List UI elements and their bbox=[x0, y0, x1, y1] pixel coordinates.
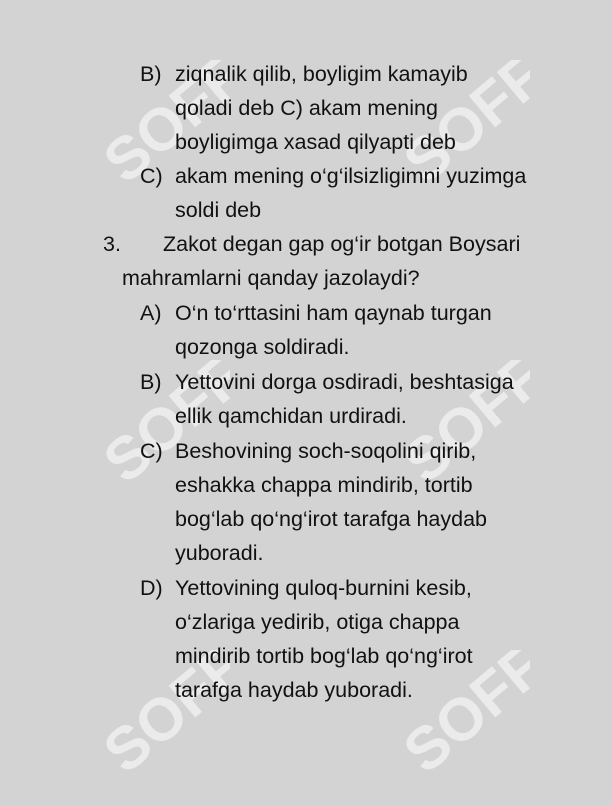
svg-text:SOFF: SOFF bbox=[91, 650, 230, 786]
option-text-line: Yettovini dorga osdiradi, beshtasiga bbox=[175, 370, 514, 394]
option-text-line: akam mening o‘g‘ilsizligimni yuzimga bbox=[175, 164, 527, 188]
option-text-line: Yettovining quloq-burnini kesib, bbox=[175, 576, 472, 600]
svg-text:SOFF: SOFF bbox=[391, 60, 530, 196]
option-text-line: Beshovining soch-soqolini qirib, bbox=[175, 439, 477, 463]
svg-text:SOFF: SOFF bbox=[391, 650, 530, 786]
option-marker: B) bbox=[140, 370, 162, 394]
option-text-line: O‘n to‘rttasini ham qaynab turgan bbox=[175, 301, 492, 325]
option-text-line: bog‘lab qo‘ng‘irot tarafga haydab bbox=[175, 507, 487, 531]
svg-text:SOFF: SOFF bbox=[391, 360, 530, 496]
option-text-line: ziqnalik qilib, boyligim kamayib bbox=[175, 62, 468, 86]
option-text-line: ellik qamchidan urdiradi. bbox=[175, 404, 407, 428]
option-marker: C) bbox=[140, 164, 163, 188]
option-marker: D) bbox=[140, 576, 163, 600]
question-number: 3. bbox=[103, 232, 121, 256]
option-text-line: o‘zlariga yedirib, otiga chappa bbox=[175, 610, 460, 634]
svg-text:SOFF: SOFF bbox=[91, 60, 230, 196]
option-text-line: mindirib tortib bog‘lab qo‘ng‘irot bbox=[175, 644, 473, 668]
option-text-line: qozonga soldiradi. bbox=[175, 335, 350, 359]
option-text-line: tarafga haydab yuboradi. bbox=[175, 678, 413, 702]
option-text-line: qoladi deb C) akam mening bbox=[175, 96, 438, 120]
option-text-line: boyligimga xasad qilyapti deb bbox=[175, 130, 456, 154]
question-text-line: mahramlarni qanday jazolaydi? bbox=[122, 266, 420, 290]
option-marker: A) bbox=[140, 301, 162, 325]
option-marker: B) bbox=[140, 62, 162, 86]
option-marker: C) bbox=[140, 439, 163, 463]
option-text-line: yuboradi. bbox=[175, 541, 264, 565]
question-text-line: Zakot degan gap og‘ir botgan Boysari bbox=[163, 232, 521, 256]
option-text-line: soldi deb bbox=[175, 198, 262, 222]
svg-text:SOFF: SOFF bbox=[91, 360, 230, 496]
option-text-line: eshakka chappa mindirib, tortib bbox=[175, 473, 473, 497]
